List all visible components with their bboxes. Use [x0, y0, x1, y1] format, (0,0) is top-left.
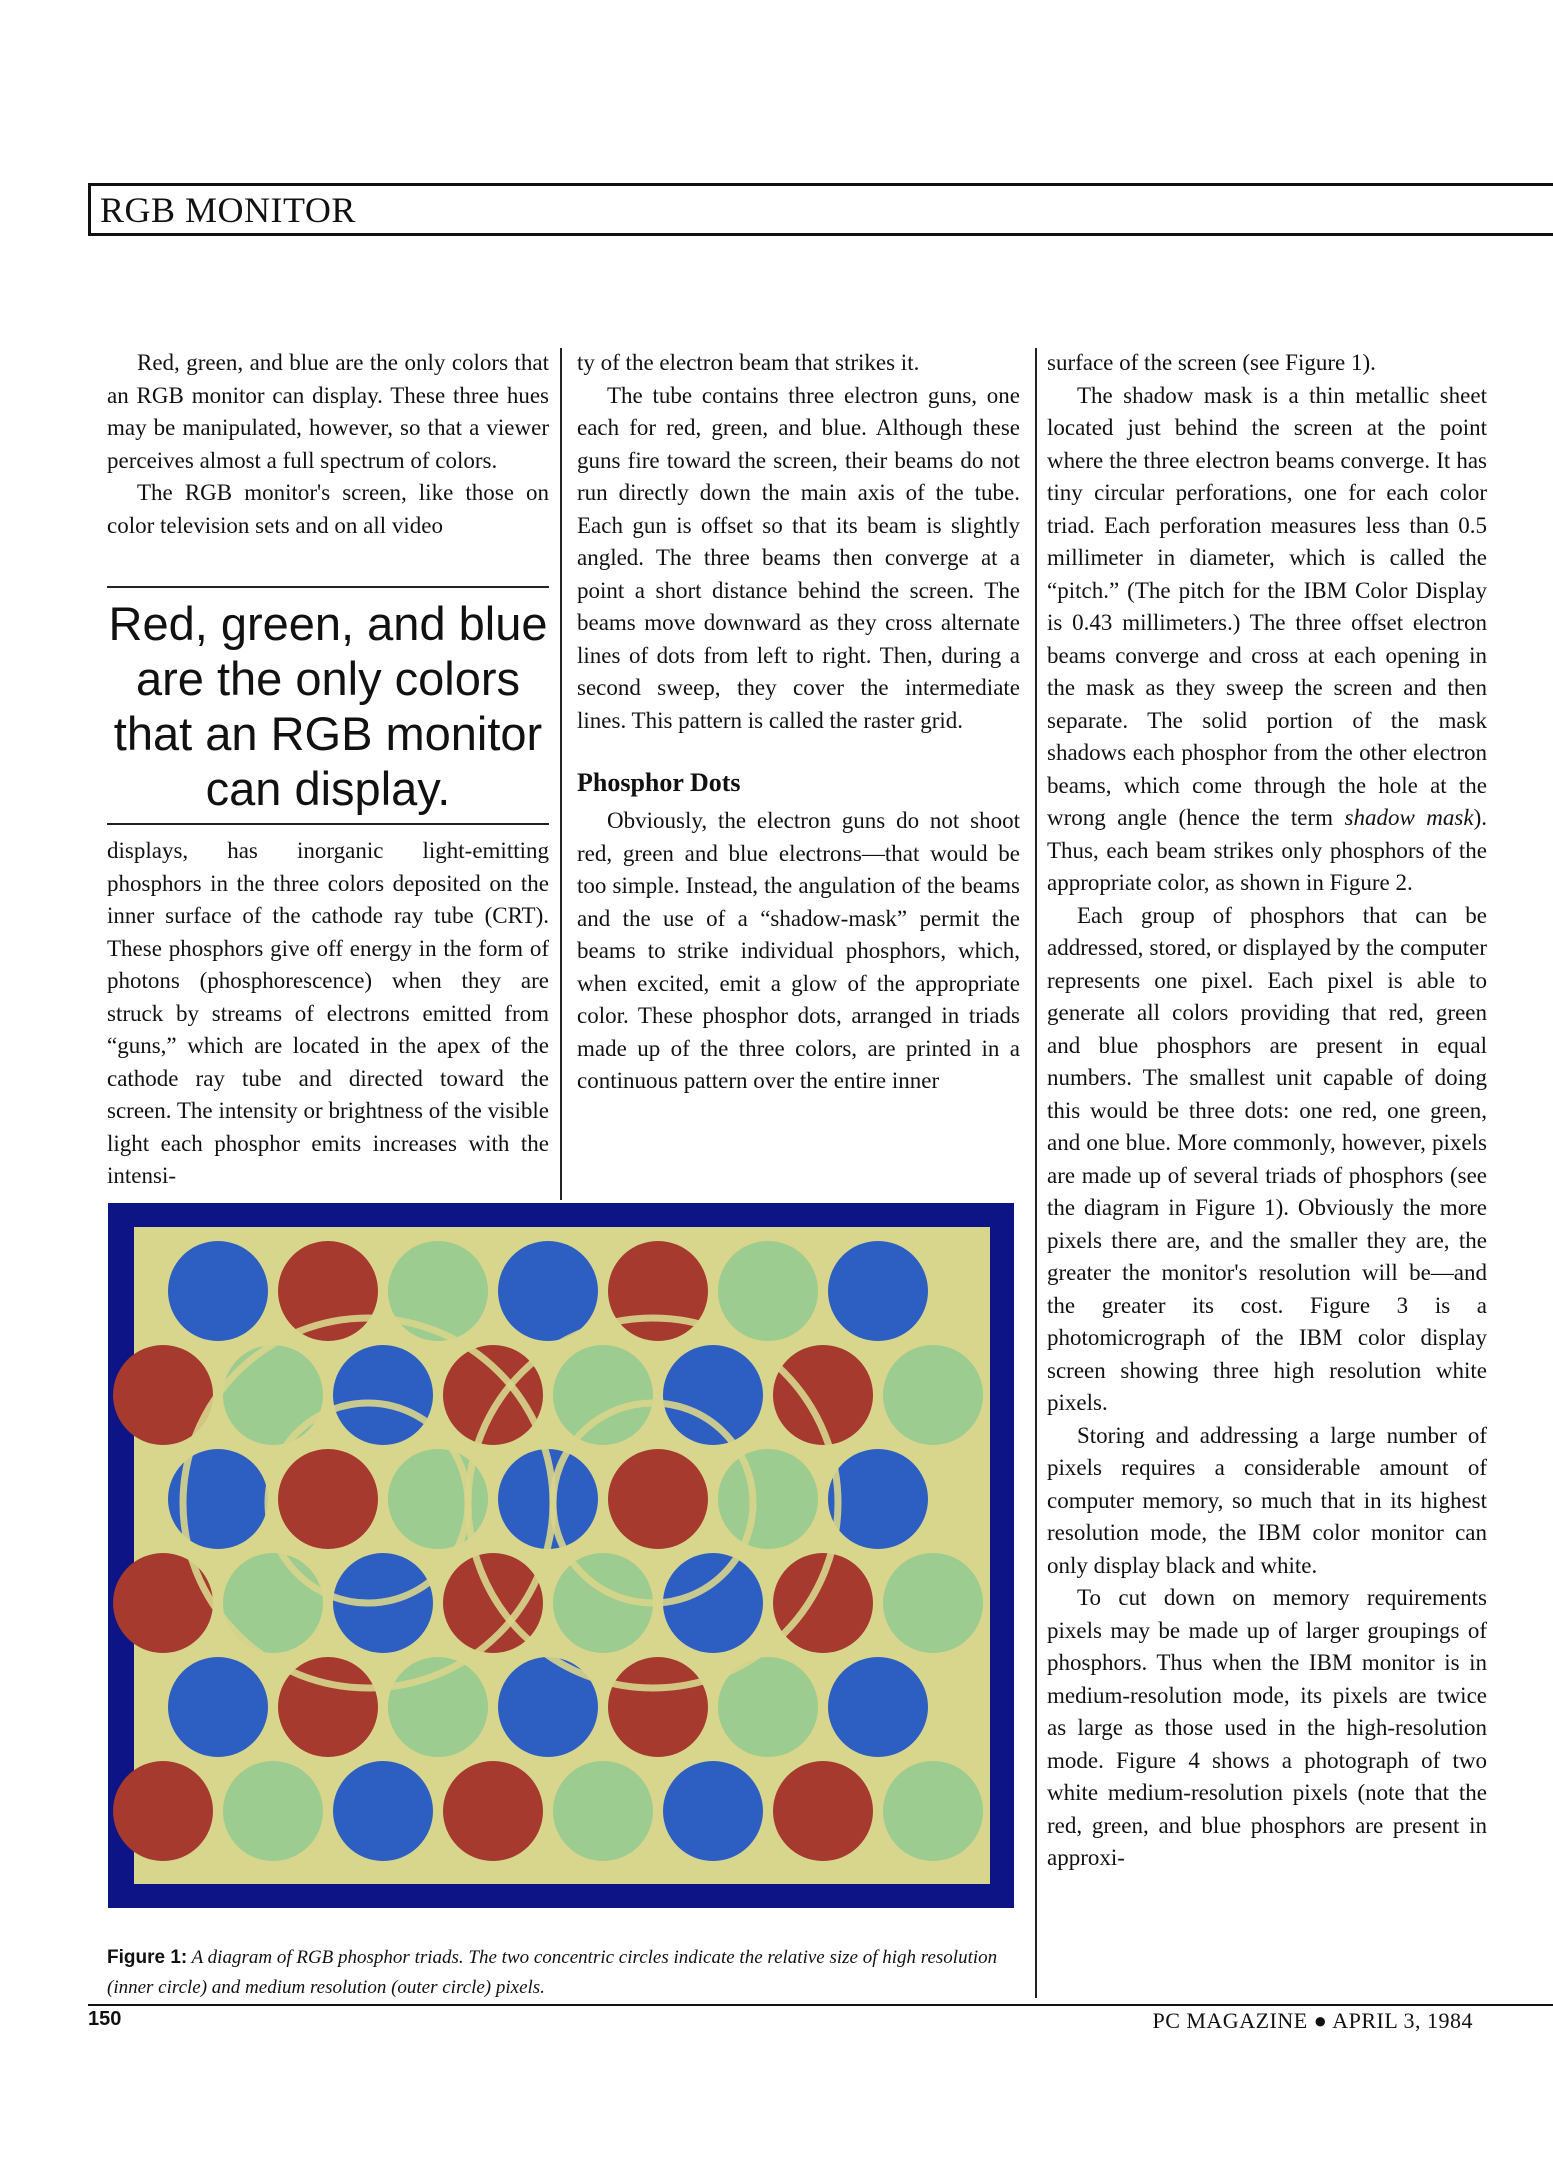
- green-phosphor-dot: [388, 1241, 488, 1341]
- text-run: ). Thus, each beam strikes only phosphors of the appropriate color, as shown in Figure 2.: [1047, 805, 1487, 895]
- paragraph: surface of the screen (see Figure 1).: [1047, 350, 1376, 375]
- blue-phosphor-dot: [333, 1345, 433, 1445]
- phosphor-triad-diagram: [108, 1203, 1014, 1908]
- footer-rule: [88, 2004, 1553, 2006]
- header-bottom-rule: [88, 233, 1553, 236]
- green-phosphor-dot: [553, 1345, 653, 1445]
- column-rule-2: [1035, 348, 1037, 1998]
- paragraph: [1047, 380, 1487, 900]
- pull-quote-bottom-rule: [107, 823, 549, 825]
- red-phosphor-dot: [608, 1449, 708, 1549]
- paragraph: To cut down on memory requirements pixels may be made up of larger groupings of phosphors. Thus when the IBM monitor is in medium-resolution mode, its pixels are twice as large as those used in the high-resolution mode. Figure 4 shows a photograph of two white medium-resolution pixels (note that the red, green, and blue phosphors are present in approxi-: [1047, 1585, 1487, 1870]
- green-phosphor-dot: [718, 1449, 818, 1549]
- blue-phosphor-dot: [168, 1657, 268, 1757]
- blue-phosphor-dot: [663, 1345, 763, 1445]
- blue-phosphor-dot: [168, 1241, 268, 1341]
- blue-phosphor-dot: [498, 1241, 598, 1341]
- phosphor-triad-figure: [108, 1203, 1014, 1908]
- blue-phosphor-dot: [828, 1449, 928, 1549]
- green-phosphor-dot: [718, 1241, 818, 1341]
- column-2: [577, 347, 1020, 1098]
- red-phosphor-dot: [278, 1241, 378, 1341]
- text-run: The shadow mask is a thin metallic sheet located just behind the screen at the point where the three electron beams converge. It has tiny circular perforations, one for each color triad. Each perforation measures less than 0.5 millimeter in diameter, which is called the “pitch.” (The pitch for the IBM Color Display is 0.43 millimeters.) The three offset electron beams converge and cross at each opening in the mask as they sweep the screen and then separate. The solid portion of the mask shadows each phosphor from the other electron beams, which come through the hole at the wrong angle (hence the term: [1047, 382, 1487, 830]
- green-phosphor-dot: [883, 1761, 983, 1861]
- blue-phosphor-dot: [663, 1761, 763, 1861]
- paragraph: Red, green, and blue are the only colors that an RGB monitor can display. These three hues may be manipulated, however, so that a viewer perceives almost a full spectrum of colors.: [107, 350, 549, 473]
- paragraph: ty of the electron beam that strikes it.: [577, 350, 920, 375]
- paragraph: Storing and addressing a large number of pixels requires a considerable amount of computer memory, so much that in its highest resolution mode, the IBM color monitor can only display black and white.: [1047, 1422, 1487, 1578]
- paragraph: The tube contains three electron guns, one each for red, green, and blue. Although these guns fire toward the screen, their beams do not run directly down the main axis of the tube. Each gun is offset so that its beam is slightly angled. The three beams then converge at a point a short distance behind the screen. The beams move downward as they cross alternate lines of dots from left to right. Then, during a second sweep, they cover the intermediate lines. This pattern is called the raster grid.: [577, 382, 1020, 733]
- subhead-phosphor-dots: Phosphor Dots: [577, 768, 741, 797]
- red-phosphor-dot: [773, 1761, 873, 1861]
- red-phosphor-dot: [608, 1241, 708, 1341]
- figure-caption-text: A diagram of RGB phosphor triads. The two concentric circles indicate the relative size of high resolution (inner circle) and medium resolution (outer circle) pixels.: [107, 1947, 998, 1998]
- pull-quote: Red, green, and blue are the only colors that an RGB monitor can display.: [108, 597, 548, 815]
- paragraph: The RGB monitor's screen, like those on color television sets and on all video: [107, 480, 549, 538]
- figure-label: Figure 1:: [107, 1947, 188, 1968]
- blue-phosphor-dot: [333, 1761, 433, 1861]
- green-phosphor-dot: [883, 1345, 983, 1445]
- column-1-bottom: [107, 835, 549, 1193]
- section-title: RGB MONITOR: [100, 190, 356, 230]
- column-rule-1: [560, 348, 562, 1200]
- red-phosphor-dot: [278, 1449, 378, 1549]
- paragraph: displays, has inorganic light-emitting phosphors in the three colors deposited on the inner surface of the cathode ray tube (CRT). These phosphors give off energy in the form of photons (phosphorescence) when they are struck by streams of electrons emitted from “guns,” which are located in the apex of the cathode ray tube and directed toward the screen. The intensity or brightness of the visible light each phosphor emits increases with the intensi-: [107, 838, 549, 1188]
- page-number: 150: [88, 2008, 122, 2030]
- column-1-top: [107, 347, 549, 542]
- paragraph: Obviously, the electron guns do not shoot red, green and blue electrons—that would be too simple. Instead, the angulation of the beams and the use of a “shadow-mask” permit the beams to strike individual phosphors, which, when excited, emit a glow of the appropriate color. These phosphor dots, arranged in triads made up of the three colors, are printed in a continuous pattern over the entire inner: [577, 808, 1020, 1093]
- green-phosphor-dot: [553, 1761, 653, 1861]
- red-phosphor-dot: [608, 1657, 708, 1757]
- emphasis: shadow mask: [1344, 805, 1474, 830]
- header-left-rule: [88, 183, 91, 236]
- green-phosphor-dot: [883, 1553, 983, 1653]
- column-3: [1047, 347, 1487, 1875]
- figure-caption: [107, 1943, 1027, 2003]
- header-top-rule: [88, 183, 1553, 186]
- pull-quote-top-rule: [107, 586, 549, 588]
- paragraph: Each group of phosphors that can be addressed, stored, or displayed by the computer represents one pixel. Each pixel is able to generate all colors providing that red, green and blue phosphors are present in equal numbers. The smallest unit capable of doing this would be three dots: one red, one green, and one blue. More commonly, however, pixels are made up of several triads of phosphors (see the diagram in Figure 1). Obviously the more pixels there are, and the smaller they are, the greater the monitor's resolution will be—and the greater its cost. Figure 3 is a photomicrograph of the IBM color display screen showing three high resolution white pixels.: [1047, 902, 1487, 1415]
- blue-phosphor-dot: [828, 1657, 928, 1757]
- green-phosphor-dot: [223, 1761, 323, 1861]
- red-phosphor-dot: [443, 1761, 543, 1861]
- blue-phosphor-dot: [828, 1241, 928, 1341]
- publication-line: PC MAGAZINE ● APRIL 3, 1984: [1152, 2008, 1473, 2033]
- green-phosphor-dot: [223, 1345, 323, 1445]
- red-phosphor-dot: [443, 1345, 543, 1445]
- red-phosphor-dot: [113, 1761, 213, 1861]
